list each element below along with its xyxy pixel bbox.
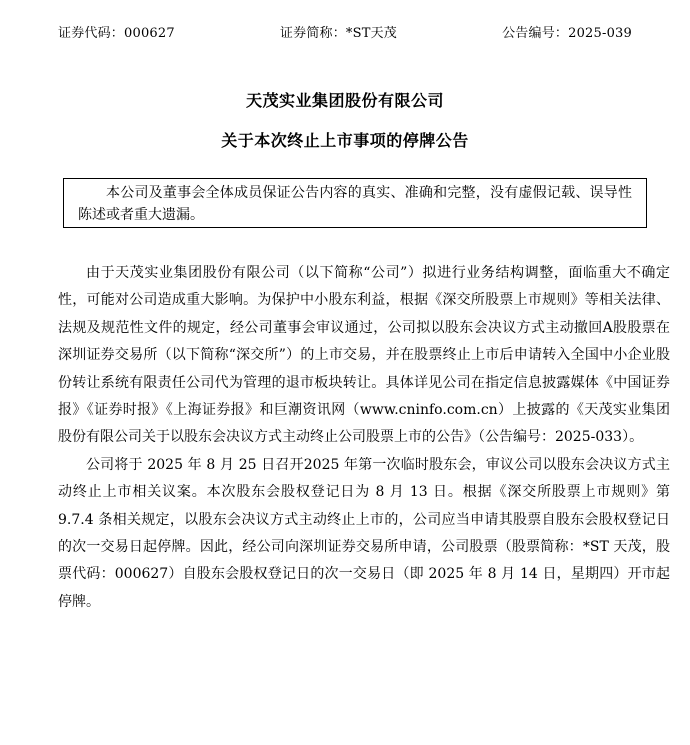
board-statement-box: 本公司及董事会全体成员保证公告内容的真实、准确和完整，没有虚假记载、误导性陈述或者重大遗漏。 bbox=[63, 178, 647, 228]
stock-code: 证券代码：000627 bbox=[58, 26, 175, 41]
body-paragraph: 由于天茂实业集团股份有限公司（以下简称“公司”）拟进行业务结构调整，面临重大不确定性，可能对公司造成重大影响。为保护中小股东利益，根据《深交所股票上市规则》等相关法律、法规及规范性文件的规定，经公司董事会审议通过，公司拟以股东会决议方式主动撤回A股股票在深圳证券交易所（以下简称“深交所”）的上市交易，并在股票终止上市后申请转入全国中小企业股份转让系统有限责任公司代为管理的退市板块转让。具体详见公司在指定信息披露媒体《中国证券报》《证券时报》《上海证券报》和巨潮资讯网（www.cninfo.com.cn）上披露的《天茂实业集团股份有限公司关于以股东会决议方式主动终止公司股票上市的公告》（公告编号：2025-033）。 bbox=[58, 265, 670, 446]
body-paragraph: 公司将于 2025 年 8 月 25 日召开2025 年第一次临时股东会，审议公司以股东会决议方式主动终止上市相关议案。本次股东会股权登记日为 8 月 13 日。根据《深交所股票上市规则》第 9.7.4 条相关规定，以股东会决议方式主动终止上市的，公司应当申请其股票自股东会股权登记日的次一交易日起停牌。因此，经公司向深圳证券交易所申请，公司股票（股票简称：*ST 天茂，股票代码：000627）自股东会股权登记日的次一交易日（即 2025 年 8 月 14 日，星期四）开市起停牌。 bbox=[58, 456, 670, 610]
notice-number: 公告编号：2025-039 bbox=[502, 26, 632, 41]
stock-abbreviation: 证券简称：*ST天茂 bbox=[279, 26, 397, 41]
document-header bbox=[58, 22, 632, 41]
company-title: 天茂实业集团股份有限公司 bbox=[245, 91, 444, 110]
announcement-title: 关于本次终止上市事项的停牌公告 bbox=[221, 131, 469, 150]
announcement-body bbox=[58, 260, 670, 616]
